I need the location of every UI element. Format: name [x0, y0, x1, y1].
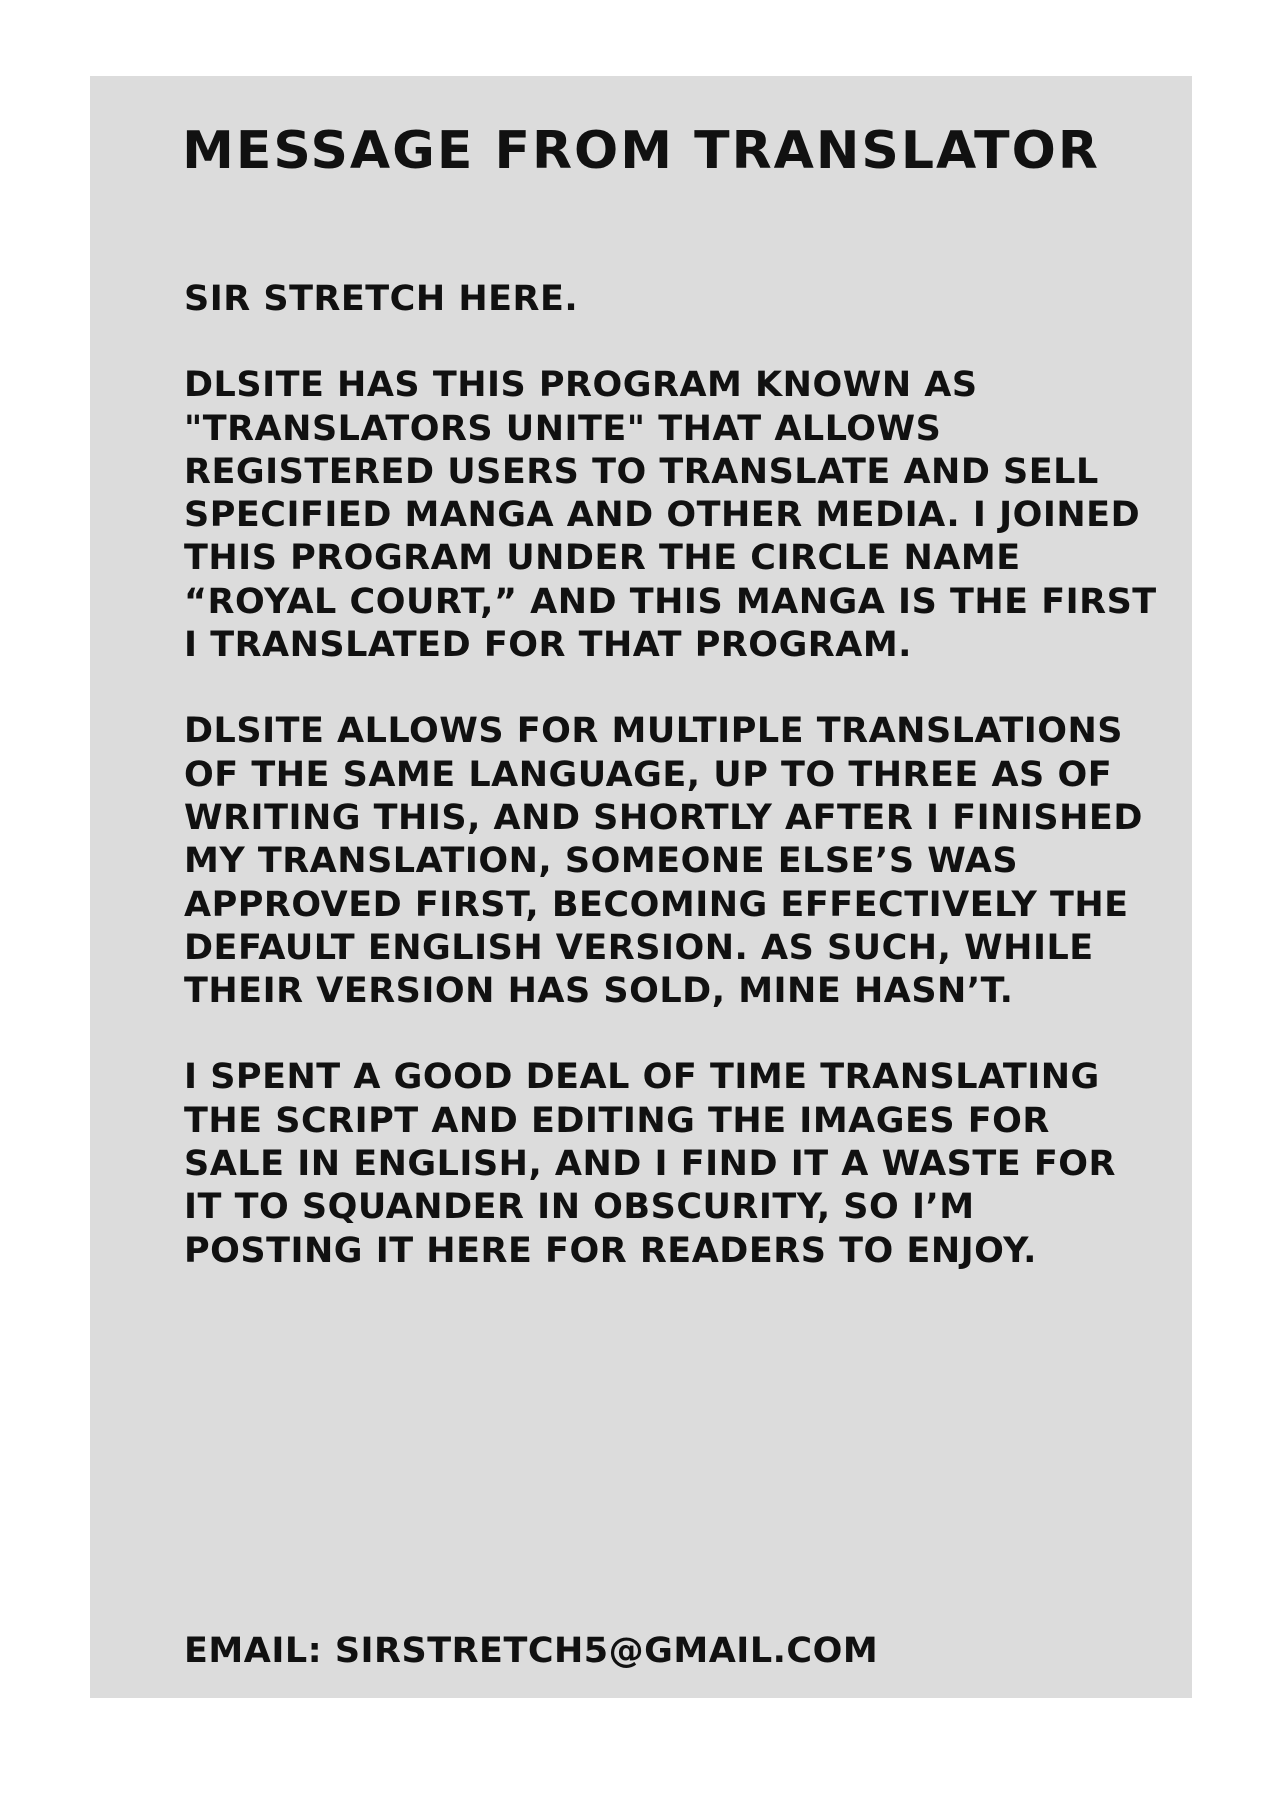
contact-email: EMAIL: SIRSTRETCH5@GMAIL.COM — [184, 1631, 879, 1671]
paragraph-program: DLSITE HAS THIS PROGRAM KNOWN AS "TRANSLATORS UNITE" THAT ALLOWS REGISTERED USERS TO TRANSLATE AND SELL SPECIFIED MANGA AND OTHER MEDIA. I JOINED THIS PROGRAM UNDER THE CIRCLE NAME “ROYAL COURT,” AND THIS MANGA IS THE FIRST I TRANSLATED FOR THAT PROGRAM. — [184, 365, 1157, 666]
paragraph-posting: I SPENT A GOOD DEAL OF TIME TRANSLATING THE SCRIPT AND EDITING THE IMAGES FOR SALE IN ENGLISH, AND I FIND IT A WASTE FOR IT TO SQUANDER IN OBSCURITY, SO I’M POSTING IT HERE FOR READERS TO ENJOY. — [184, 1057, 1116, 1271]
message-body — [184, 278, 1174, 1316]
message-panel — [90, 76, 1192, 1698]
page-title: MESSAGE FROM TRANSLATOR — [182, 121, 1100, 181]
paragraph-translations: DLSITE ALLOWS FOR MULTIPLE TRANSLATIONS OF THE SAME LANGUAGE, UP TO THREE AS OF WRITING THIS, AND SHORTLY AFTER I FINISHED MY TRANSLATION, SOMEONE ELSE’S WAS APPROVED FIRST, BECOMING EFFECTIVELY THE DEFAULT ENGLISH VERSION. AS SUCH, WHILE THEIR VERSION HAS SOLD, MINE HASN’T. — [184, 711, 1143, 1012]
paragraph-intro: SIR STRETCH HERE. — [184, 279, 579, 319]
